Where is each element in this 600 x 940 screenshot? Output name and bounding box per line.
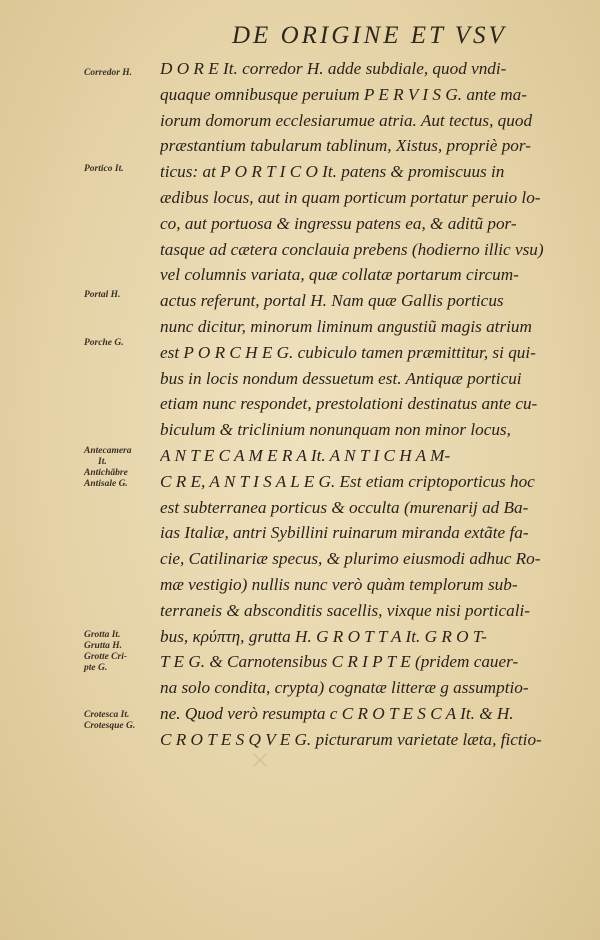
margin-note-antecamera	[84, 446, 132, 490]
margin-note-line: Porche G.	[84, 338, 124, 348]
text-line: C R E, A N T I S A L E G. Est etiam criptoporticus hoc	[160, 471, 535, 491]
text-line: mæ vestigio) nullis nunc verò quàm templorum sub-	[160, 574, 518, 594]
text-line: terraneis & absconditis sacellis, vixque nisi porticali-	[160, 600, 530, 620]
margin-note-grotta	[84, 630, 127, 674]
margin-note-line: Antichãbre	[84, 468, 128, 478]
margin-note-line: Corredor H.	[84, 68, 133, 78]
margin-note-line: Grotte Cri-	[84, 652, 128, 662]
text-line: bus in locis nondum dessuetum est. Antiquæ porticui	[160, 368, 522, 388]
text-line: nunc dicitur, minorum liminum angustiũ magis atrium	[160, 316, 532, 336]
text-line: ias Italiæ, antri Sybillini ruinarum miranda extãte fa-	[160, 523, 529, 543]
margin-note-line: pte G.	[84, 663, 108, 673]
text-line: ædibus locus, aut in quam porticum portatur peruio lo-	[160, 187, 541, 207]
text-line: præstantium tabularum tablinum, Xistus, propriè por-	[160, 136, 531, 156]
margin-note-portico	[84, 164, 124, 175]
text-line: cie, Catilinariæ specus, & plurimo eiusmodi adhuc Ro-	[160, 549, 541, 569]
text-line: ticus: at P O R T I C O It. patens & promiscuus in	[160, 162, 505, 182]
text-line: etiam nunc respondet, prestolationi destinatus ante cu-	[160, 394, 538, 414]
text-line: ne. Quod verò resumpta c C R O T E S C A It. & H.	[160, 703, 514, 723]
text-line: co, aut portuosa & ingressu patens ea, & aditũ por-	[160, 213, 517, 233]
running-head: DE ORIGINE ET VSV	[232, 22, 507, 49]
margin-note-crotesca	[84, 710, 135, 732]
margin-note-line: It.	[98, 457, 107, 467]
text-line: na solo condita, crypta) cognatæ litteræ g assumptio-	[160, 678, 529, 698]
text-line: tasque ad cætera conclauia prebens (hodierno illic vsu)	[160, 239, 544, 259]
margin-note-line: Grutta H.	[84, 641, 123, 651]
text-line: bus, κρύπτη, grutta H. G R O T T A It. G R O T-	[160, 626, 487, 646]
text-line: D O R E It. corredor H. adde subdiale, quod vndi-	[160, 59, 507, 78]
text-line: est P O R C H E G. cubiculo tamen præmittitur, si qui-	[160, 342, 536, 362]
margin-note-corredor	[84, 68, 132, 79]
text-line: A N T E C A M E R A It. A N T I C H A M-	[160, 445, 451, 465]
margin-note-line: Crotesque G.	[84, 721, 136, 731]
margin-note-line: Antecamera	[84, 446, 132, 456]
margin-note-line: Portal H.	[84, 290, 121, 300]
body-text	[160, 56, 580, 753]
margin-note-line: Crotesca It.	[84, 710, 130, 720]
margin-note-portal	[84, 290, 120, 301]
margin-note-line: Portico It.	[84, 164, 124, 174]
text-line: C R O T E S Q V E G. picturarum varietate læta, fictio-	[160, 729, 542, 749]
text-line: vel columnis variata, quæ collatæ portarum circum-	[160, 265, 519, 285]
text-line: quaque omnibusque peruium P E R V I S G. ante ma-	[160, 84, 527, 104]
text-line: est subterranea porticus & occulta (murenarij ad Ba-	[160, 497, 529, 517]
text-line: iorum domorum ecclesiarumue atria. Aut tectus, quod	[160, 110, 533, 130]
margin-note-porche	[84, 338, 124, 349]
margin-note-line: Antisale G.	[84, 479, 128, 489]
text-line: actus referunt, portal H. Nam quæ Gallis porticus	[160, 291, 504, 311]
text-line: T E G. & Carnotensibus C R I P T E (pridem cauer-	[160, 652, 519, 672]
text-line: biculum & triclinium nonunquam non minor locus,	[160, 420, 511, 440]
show-through-mark	[250, 750, 270, 770]
margin-note-line: Grotta It.	[84, 630, 121, 640]
